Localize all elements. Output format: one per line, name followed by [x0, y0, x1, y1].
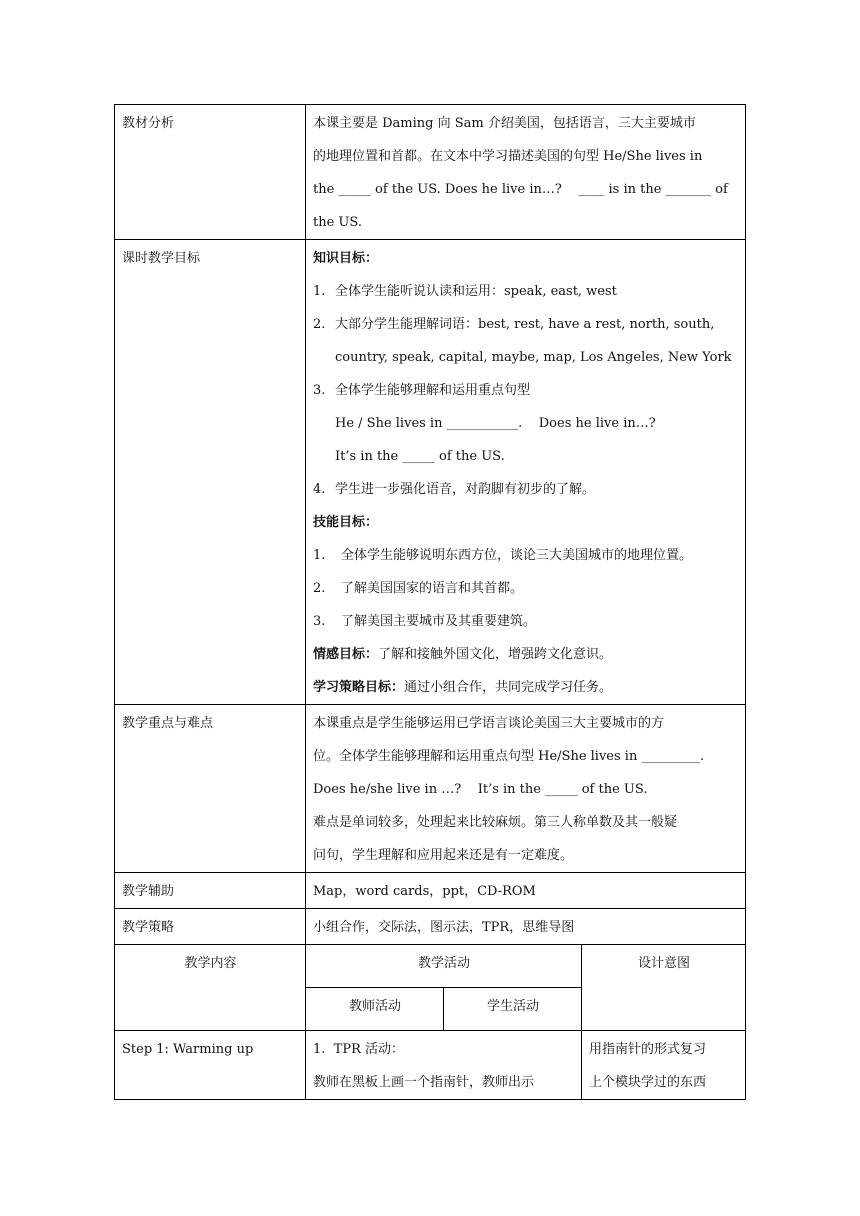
lesson-plan-table [114, 104, 746, 1100]
strategy-objective: 学习策略目标：通过小组合作，共同完成学习任务。 [313, 680, 613, 695]
knowledge-item: 2. 大部分学生能理解词语：best, rest, have a rest, north, south, [313, 317, 715, 332]
header-design-intent: 设计意图 [582, 945, 746, 1031]
header-student-activity: 学生活动 [444, 988, 582, 1031]
text-line: 的地理位置和首都。在文本中学习描述美国的句型 He/She lives in [313, 149, 703, 164]
text-line: the US. [313, 215, 362, 230]
content-teaching-aids: Map，word cards，ppt，CD-ROM [306, 873, 746, 909]
strategy-objective-title: 学习策略目标： [313, 680, 405, 695]
knowledge-objectives-title: 知识目标： [313, 251, 379, 266]
text-line: the _____ of the US. Does he live in…? ____ is in the _______ of [313, 182, 728, 197]
skill-item: 1. 全体学生能够说明东西方位，谈论三大美国城市的地理位置。 [313, 548, 693, 563]
header-teaching-activity: 教学活动 [306, 945, 582, 988]
knowledge-item: He / She lives in ___________. Does he live in…? [335, 416, 656, 431]
content-lesson-objectives [306, 240, 746, 705]
content-textbook-analysis [306, 105, 746, 240]
label-lesson-objectives: 课时教学目标 [115, 240, 306, 705]
skill-objectives-title: 技能目标： [313, 515, 379, 530]
text-line: 上个模块学过的东西 [589, 1075, 707, 1090]
text-line: 问句，学生理解和应用起来还是有一定难度。 [313, 848, 574, 863]
header-teaching-content: 教学内容 [115, 945, 306, 1031]
row-teaching-strategy [115, 909, 746, 945]
step1-design-intent [582, 1031, 746, 1100]
text-line: 本课主要是 Daming 向 Sam 介绍美国，包括语言，三大主要城市 [313, 116, 696, 131]
label-step1: Step 1: Warming up [115, 1031, 306, 1100]
text-line: 本课重点是学生能够运用已学语言谈论美国三大主要城市的方 [313, 716, 665, 731]
row-activity-header [115, 945, 746, 988]
knowledge-item: 4. 学生进一步强化语音，对韵脚有初步的了解。 [313, 482, 596, 497]
emotion-objective: 情感目标：了解和接触外国文化，增强跨文化意识。 [313, 647, 613, 662]
row-lesson-objectives [115, 240, 746, 705]
text-line: 难点是单词较多，处理起来比较麻烦。第三人称单数及其一般疑 [313, 815, 678, 830]
row-teaching-aids [115, 873, 746, 909]
label-teaching-strategy: 教学策略 [115, 909, 306, 945]
content-teaching-strategy: 小组合作，交际法，图示法，TPR，思维导图 [306, 909, 746, 945]
row-step1 [115, 1031, 746, 1100]
header-teacher-activity: 教师活动 [306, 988, 444, 1031]
text-line: Does he/she live in …? It’s in the _____ of the US. [313, 782, 648, 797]
skill-item: 3. 了解美国主要城市及其重要建筑。 [313, 614, 537, 629]
text-line: 用指南针的形式复习 [589, 1042, 707, 1057]
label-key-points: 教学重点与难点 [115, 705, 306, 873]
content-key-points [306, 705, 746, 873]
text-line: 教师在黑板上画一个指南针，教师出示 [313, 1075, 535, 1090]
knowledge-item: 3. 全体学生能够理解和运用重点句型 [313, 383, 531, 398]
emotion-objective-title: 情感目标： [313, 647, 379, 662]
text-line: 1. TPR 活动： [313, 1042, 405, 1057]
label-teaching-aids: 教学辅助 [115, 873, 306, 909]
knowledge-item: country, speak, capital, maybe, map, Los Angeles, New York [335, 350, 732, 365]
row-key-points [115, 705, 746, 873]
skill-item: 2. 了解美国国家的语言和其首都。 [313, 581, 524, 596]
row-textbook-analysis [115, 105, 746, 240]
step1-teacher-activity [306, 1031, 582, 1100]
text-line: 位。全体学生能够理解和运用重点句型 He/She lives in _________. [313, 749, 705, 764]
label-textbook-analysis: 教材分析 [115, 105, 306, 240]
knowledge-item: 1. 全体学生能听说认读和运用：speak, east, west [313, 284, 617, 299]
knowledge-item: It’s in the _____ of the US. [335, 449, 505, 464]
